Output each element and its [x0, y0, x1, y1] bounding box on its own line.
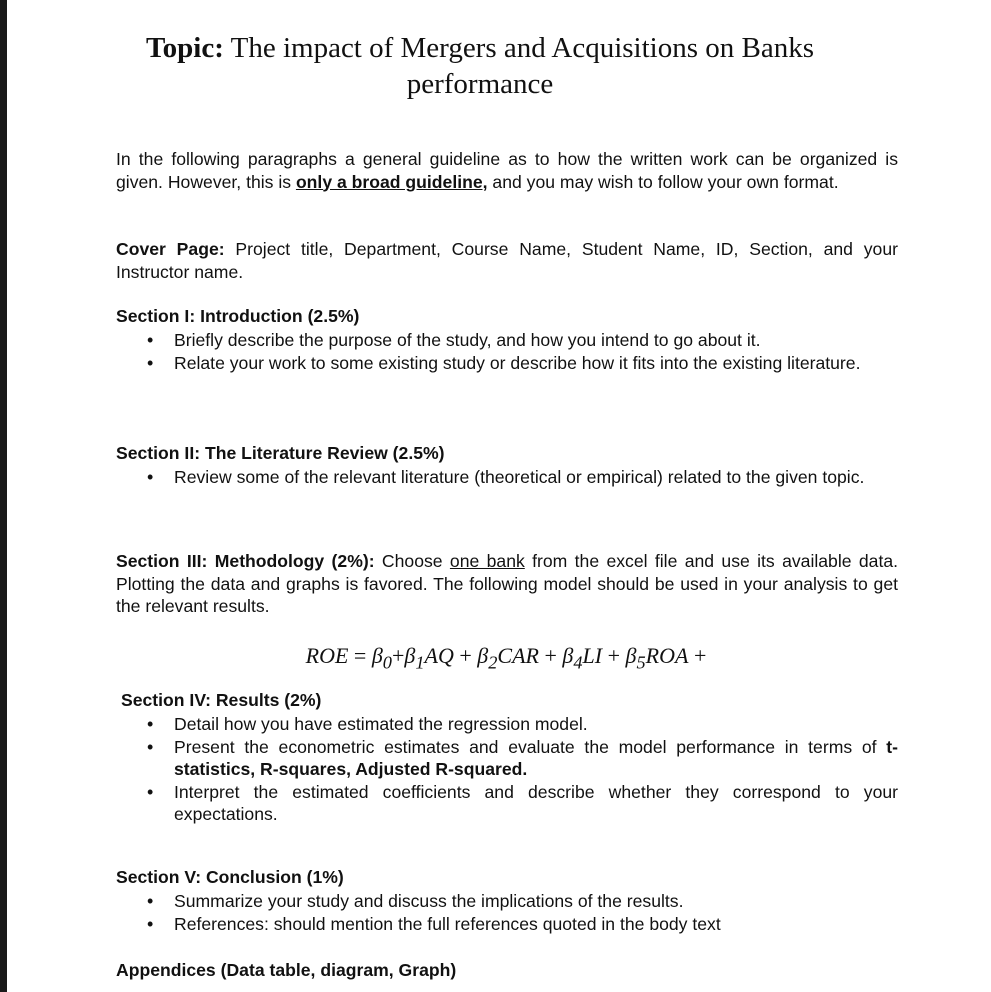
list-item	[116, 352, 898, 375]
eq-beta5: β	[625, 643, 637, 668]
eq-beta5-sub: 5	[636, 652, 646, 673]
section3-paragraph	[116, 550, 898, 618]
intro-paragraph	[116, 148, 898, 193]
section3-text-end: from the excel file and use its available data. Plotting the data and graphs is favored. The following model should be used in your analysis to get the relevant results.	[116, 551, 898, 616]
section4-heading: Section IV: Results (2%)	[121, 690, 322, 710]
left-edge-bar	[0, 0, 7, 992]
eq-beta1-sub: 1	[415, 652, 425, 673]
bullet-icon: •	[147, 913, 154, 934]
list-item-text: References: should mention the full references quoted in the body text	[174, 913, 721, 934]
section5-bullet-list	[116, 890, 898, 935]
list-item	[116, 713, 898, 736]
list-item-text: Present the econometric estimates and evaluate the model performance in terms of	[174, 736, 887, 757]
eq-beta2: β	[477, 643, 489, 668]
title-text: The impact of Mergers and Acquisitions on Banks	[223, 32, 815, 64]
list-item	[116, 913, 898, 936]
appendices-heading: Appendices (Data table, diagram, Graph)	[116, 960, 457, 980]
bullet-icon: •	[147, 891, 154, 911]
eq-term-aq: AQ	[424, 643, 454, 668]
eq-beta0: β	[371, 643, 383, 668]
section4-bullet-list	[116, 713, 898, 826]
bullet-icon: •	[147, 352, 154, 373]
regression-equation	[0, 642, 991, 676]
eq-beta4-sub: 4	[573, 652, 583, 673]
eq-beta0-sub: 0	[382, 652, 392, 673]
intro-text: In the following paragraphs a general guideline as to how the written work can be organized is given. However, this is	[116, 149, 898, 192]
list-item-text: Briefly describe the purpose of the study, and how you intend to go about it.	[174, 330, 761, 350]
eq-equals: =	[348, 643, 372, 668]
list-item-text: Interpret the estimated coefficients and describe whether they correspond to your expectations.	[174, 781, 898, 824]
eq-lhs: ROE	[305, 643, 349, 668]
list-item-emphasis: t-statistics, R-squares, Adjusted R-squared.	[174, 736, 898, 779]
section2-heading: Section II: The Literature Review (2.5%)	[116, 443, 445, 463]
section3-emphasis: one bank	[449, 551, 525, 571]
list-item	[116, 466, 898, 489]
cover-page-label: Cover Page:	[116, 239, 225, 259]
eq-term-car: CAR	[497, 643, 539, 668]
eq-beta1: β	[404, 643, 416, 668]
cover-page-text: Project title, Department, Course Name, Student Name, ID, Section, and your Instructor name.	[116, 239, 898, 282]
title-line-1	[100, 30, 860, 66]
eq-term-roa: ROA	[645, 643, 689, 668]
section1-heading: Section I: Introduction (2.5%)	[116, 306, 360, 326]
list-item-text: Relate your work to some existing study or describe how it fits into the existing literature.	[174, 352, 861, 373]
section5-heading: Section V: Conclusion (1%)	[116, 867, 344, 887]
section2-bullet-list	[116, 466, 898, 489]
list-item-text: Review some of the relevant literature (theoretical or empirical) related to the given topic.	[174, 467, 865, 487]
section3-text: Choose	[374, 551, 450, 571]
bullet-icon: •	[147, 714, 154, 734]
title-prefix: Topic:	[145, 32, 224, 64]
intro-text-end: and you may wish to follow your own format.	[487, 171, 839, 192]
intro-emphasis: only a broad guideline,	[295, 171, 488, 192]
list-item-text: Summarize your study and discuss the implications of the results.	[174, 891, 684, 911]
eq-plus: +	[391, 643, 405, 668]
eq-plus: +	[688, 643, 707, 668]
title-line-2: performance	[406, 68, 554, 100]
list-item	[116, 329, 898, 352]
bullet-icon: •	[147, 781, 154, 802]
bullet-icon: •	[147, 467, 154, 487]
eq-beta4: β	[562, 643, 574, 668]
list-item	[116, 890, 898, 913]
eq-beta2-sub: 2	[488, 652, 498, 673]
section1-bullet-list	[116, 329, 898, 374]
page-title	[100, 30, 860, 102]
eq-term-li: LI	[582, 643, 603, 668]
list-item-text: Detail how you have estimated the regression model.	[174, 714, 588, 734]
bullet-icon: •	[147, 736, 154, 757]
eq-plus: +	[538, 643, 563, 668]
eq-plus: +	[453, 643, 478, 668]
section3-heading: Section III: Methodology (2%):	[116, 551, 375, 571]
list-item	[116, 781, 898, 826]
bullet-icon: •	[147, 330, 154, 350]
cover-page-paragraph	[116, 238, 898, 283]
list-item	[116, 736, 898, 781]
eq-plus: +	[602, 643, 626, 668]
